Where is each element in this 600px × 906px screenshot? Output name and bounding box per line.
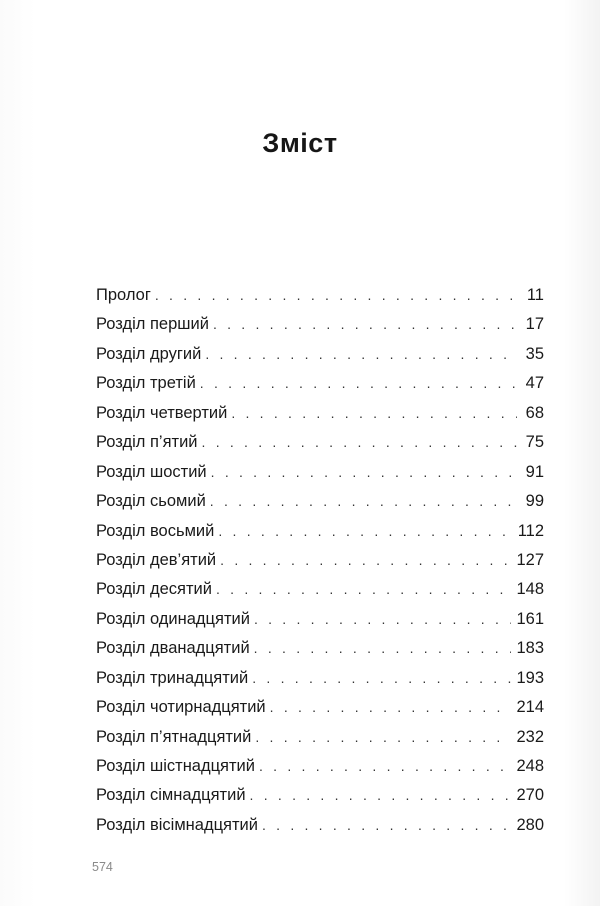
dot-leader <box>155 287 517 303</box>
toc-entry <box>96 374 544 403</box>
toc-entry <box>96 698 544 727</box>
toc-entry-label: Розділ сьомий <box>96 492 206 511</box>
dot-leader <box>255 729 511 745</box>
toc-entry-label: Розділ тринадцятий <box>96 668 249 687</box>
table-of-contents <box>96 286 544 845</box>
toc-entry <box>96 433 544 462</box>
dot-leader <box>218 523 512 539</box>
dot-leader <box>254 640 512 656</box>
dot-leader <box>200 375 517 391</box>
page-title: Зміст <box>262 128 338 158</box>
toc-entry-label: Розділ третій <box>96 374 196 393</box>
toc-entry-label: Розділ сімнадцятий <box>96 786 246 805</box>
toc-entry-page: 214 <box>516 698 544 717</box>
toc-entry-page: 127 <box>516 550 544 569</box>
toc-entry-label: Розділ четвертий <box>96 403 228 422</box>
toc-entry-label: Розділ десятий <box>96 580 212 599</box>
toc-entry-label: Розділ одинадцятий <box>96 609 250 628</box>
toc-entry <box>96 610 544 639</box>
toc-entry-page: 11 <box>526 286 544 304</box>
dot-leader <box>211 464 517 480</box>
toc-entry-page: 270 <box>516 786 544 805</box>
toc-entry <box>96 728 544 757</box>
toc-entry <box>96 345 544 374</box>
toc-entry-page: 193 <box>516 668 544 687</box>
toc-entry <box>96 522 544 551</box>
toc-entry-page: 75 <box>525 433 544 452</box>
toc-entry-page: 280 <box>516 815 544 834</box>
toc-entry <box>96 315 544 344</box>
toc-entry-label: Розділ чотирнадцятий <box>96 698 266 717</box>
toc-entry <box>96 639 544 668</box>
dot-leader <box>205 346 517 362</box>
toc-entry-label: Розділ другий <box>96 344 202 363</box>
toc-entry <box>96 580 544 609</box>
toc-entry-label: Розділ п’ятий <box>96 433 198 452</box>
page-number: 574 <box>92 860 113 874</box>
toc-entry-label: Розділ шостий <box>96 462 207 481</box>
dot-leader <box>250 787 512 803</box>
toc-entry <box>96 492 544 521</box>
toc-entry-page: 148 <box>516 580 544 599</box>
toc-entry <box>96 757 544 786</box>
toc-entry-page: 35 <box>525 344 544 363</box>
toc-entry-page: 68 <box>525 403 544 422</box>
toc-entry-page: 47 <box>525 374 544 393</box>
toc-entry <box>96 404 544 433</box>
dot-leader <box>262 817 512 833</box>
toc-entry-label: Розділ шістнадцятий <box>96 757 255 775</box>
toc-entry-page: 17 <box>525 315 544 334</box>
toc-entry-label: Розділ дев’ятий <box>96 550 217 569</box>
dot-leader <box>220 552 511 568</box>
toc-entry-label: Розділ вісімнадцятий <box>96 815 258 834</box>
dot-leader <box>270 699 512 715</box>
toc-entry-label: Пролог <box>96 286 151 304</box>
dot-leader <box>216 581 512 597</box>
toc-entry-page: 161 <box>516 609 544 628</box>
toc-entry <box>96 551 544 580</box>
dot-leader <box>231 405 517 421</box>
toc-entry-page: 91 <box>525 462 544 481</box>
dot-leader <box>254 611 512 627</box>
dot-leader <box>210 493 517 509</box>
toc-entry-page: 99 <box>525 492 544 511</box>
toc-entry <box>96 463 544 492</box>
dot-leader <box>252 670 511 686</box>
toc-entry-label: Розділ восьмий <box>96 521 215 540</box>
dot-leader <box>259 758 511 774</box>
toc-entry-page: 232 <box>516 727 544 746</box>
toc-entry-label: Розділ п’ятнадцятий <box>96 727 252 746</box>
toc-entry <box>96 286 544 315</box>
dot-leader <box>213 316 517 332</box>
toc-entry-page: 248 <box>516 757 544 775</box>
toc-entry-page: 112 <box>517 521 544 540</box>
toc-entry <box>96 669 544 698</box>
toc-entry-label: Розділ дванадцятий <box>96 639 250 658</box>
toc-entry <box>96 816 544 845</box>
toc-entry <box>96 786 544 815</box>
toc-entry-page: 183 <box>516 639 544 658</box>
dot-leader <box>202 434 517 450</box>
toc-entry-label: Розділ перший <box>96 315 209 334</box>
